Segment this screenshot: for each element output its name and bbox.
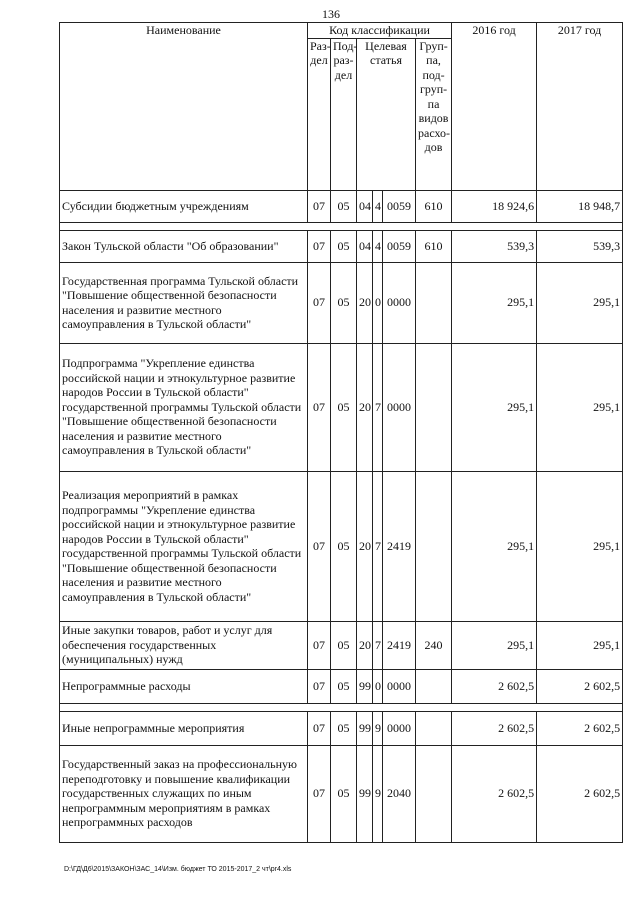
row-cs1: 99	[357, 745, 373, 842]
row-cs1: 20	[357, 343, 373, 471]
row-podrazdel: 05	[331, 711, 357, 745]
row-vr	[416, 711, 452, 745]
row-razdel: 07	[308, 669, 331, 703]
row-name: Иные закупки товаров, работ и услуг для обеспечения государственных (муниципальных) нужд	[60, 621, 308, 669]
row-2017: 295,1	[537, 262, 623, 343]
header-section: Раз-дел	[308, 38, 331, 190]
row-cs3: 2419	[383, 621, 416, 669]
row-2017: 2 602,5	[537, 669, 623, 703]
table-row	[60, 745, 623, 842]
row-vr: 610	[416, 230, 452, 262]
row-cs1: 20	[357, 471, 373, 621]
row-cs3: 2419	[383, 471, 416, 621]
row-cs1: 20	[357, 621, 373, 669]
row-2017: 539,3	[537, 230, 623, 262]
row-name: Государственный заказ на профессиональную переподготовку и повышение квалификации государственных служащих по иным непрограммным мероприятиям в рамках непрограммных расходов	[60, 745, 308, 842]
row-podrazdel: 05	[331, 669, 357, 703]
row-cs3: 0000	[383, 711, 416, 745]
row-2017: 295,1	[537, 471, 623, 621]
row-cs3: 0000	[383, 262, 416, 343]
row-cs1: 20	[357, 262, 373, 343]
row-podrazdel: 05	[331, 343, 357, 471]
row-vr: 240	[416, 621, 452, 669]
header-target-article: Целевая статья	[357, 38, 416, 190]
row-2016: 18 924,6	[452, 190, 537, 222]
header-expense-group: Груп-па, под-груп-па видов расхо-дов	[416, 38, 452, 190]
row-2017: 2 602,5	[537, 711, 623, 745]
row-cs3: 2040	[383, 745, 416, 842]
row-2016: 295,1	[452, 262, 537, 343]
row-razdel: 07	[308, 745, 331, 842]
table-row	[60, 190, 623, 222]
row-cs2: 7	[373, 343, 383, 471]
row-cs3: 0059	[383, 230, 416, 262]
row-2016: 2 602,5	[452, 745, 537, 842]
row-razdel: 07	[308, 471, 331, 621]
table-row	[60, 230, 623, 262]
row-2016: 295,1	[452, 621, 537, 669]
row-cs1: 04	[357, 230, 373, 262]
row-2016: 2 602,5	[452, 711, 537, 745]
row-2016: 2 602,5	[452, 669, 537, 703]
row-podrazdel: 05	[331, 262, 357, 343]
row-razdel: 07	[308, 262, 331, 343]
row-vr: 610	[416, 190, 452, 222]
row-2017: 295,1	[537, 343, 623, 471]
row-podrazdel: 05	[331, 190, 357, 222]
row-2016: 295,1	[452, 471, 537, 621]
row-cs3: 0059	[383, 190, 416, 222]
row-2017: 295,1	[537, 621, 623, 669]
row-vr	[416, 669, 452, 703]
header-code-classification: Код классификации	[308, 23, 452, 39]
table-row	[60, 262, 623, 343]
row-cs2: 0	[373, 669, 383, 703]
row-podrazdel: 05	[331, 745, 357, 842]
header-row-1	[60, 23, 623, 39]
row-name: Государственная программа Тульской области "Повышение общественной безопасности населения и развитие местного самоуправления в Тульской области"	[60, 262, 308, 343]
row-vr	[416, 745, 452, 842]
row-razdel: 07	[308, 343, 331, 471]
row-cs3: 0000	[383, 669, 416, 703]
table-row	[60, 343, 623, 471]
header-name: Наименование	[60, 23, 308, 191]
row-cs1: 04	[357, 190, 373, 222]
table-row	[60, 669, 623, 703]
row-cs1: 99	[357, 669, 373, 703]
file-path-footer: D:\ГД\Д6\2015\ЗАКОН\ЗАС_14\Изм. бюджет ТО 2015-2017_2 чт\pr4.xls	[64, 866, 292, 873]
row-cs1: 99	[357, 711, 373, 745]
row-vr	[416, 343, 452, 471]
row-name: Закон Тульской области "Об образовании"	[60, 230, 308, 262]
row-vr	[416, 262, 452, 343]
table-row	[60, 621, 623, 669]
row-podrazdel: 05	[331, 230, 357, 262]
page-number: 136	[322, 7, 340, 21]
row-cs2: 4	[373, 190, 383, 222]
row-razdel: 07	[308, 230, 331, 262]
row-name: Иные непрограммные мероприятия	[60, 711, 308, 745]
row-podrazdel: 05	[331, 471, 357, 621]
header-year-2017: 2017 год	[537, 23, 623, 191]
table-row	[60, 471, 623, 621]
row-razdel: 07	[308, 621, 331, 669]
row-cs2: 0	[373, 262, 383, 343]
row-name: Подпрограмма "Укрепление единства российской нации и этнокультурное развитие народов России в Тульской области" государственной программы Тульской области "Повышение общественной безопасности населения и развитие местного самоуправления в Тульской области"	[60, 343, 308, 471]
row-name: Субсидии бюджетным учреждениям	[60, 190, 308, 222]
budget-table	[59, 22, 623, 843]
row-cs2: 7	[373, 621, 383, 669]
row-name: Реализация мероприятий в рамках подпрограммы "Укрепление единства российской нации и этнокультурное развитие народов России в Тульской области" государственной программы Тульской области "Повышение общественной безопасности населения и развитие местного самоуправления в Тульской области"	[60, 471, 308, 621]
row-cs2: 9	[373, 745, 383, 842]
row-vr	[416, 471, 452, 621]
row-razdel: 07	[308, 711, 331, 745]
table-row	[60, 711, 623, 745]
row-cs2: 4	[373, 230, 383, 262]
row-2017: 2 602,5	[537, 745, 623, 842]
header-subsection: Под-раз-дел	[331, 38, 357, 190]
row-2016: 295,1	[452, 343, 537, 471]
row-cs2: 7	[373, 471, 383, 621]
row-2017: 18 948,7	[537, 190, 623, 222]
row-razdel: 07	[308, 190, 331, 222]
header-year-2016: 2016 год	[452, 23, 537, 191]
row-2016: 539,3	[452, 230, 537, 262]
row-cs3: 0000	[383, 343, 416, 471]
row-cs2: 9	[373, 711, 383, 745]
row-podrazdel: 05	[331, 621, 357, 669]
row-name: Непрограммные расходы	[60, 669, 308, 703]
